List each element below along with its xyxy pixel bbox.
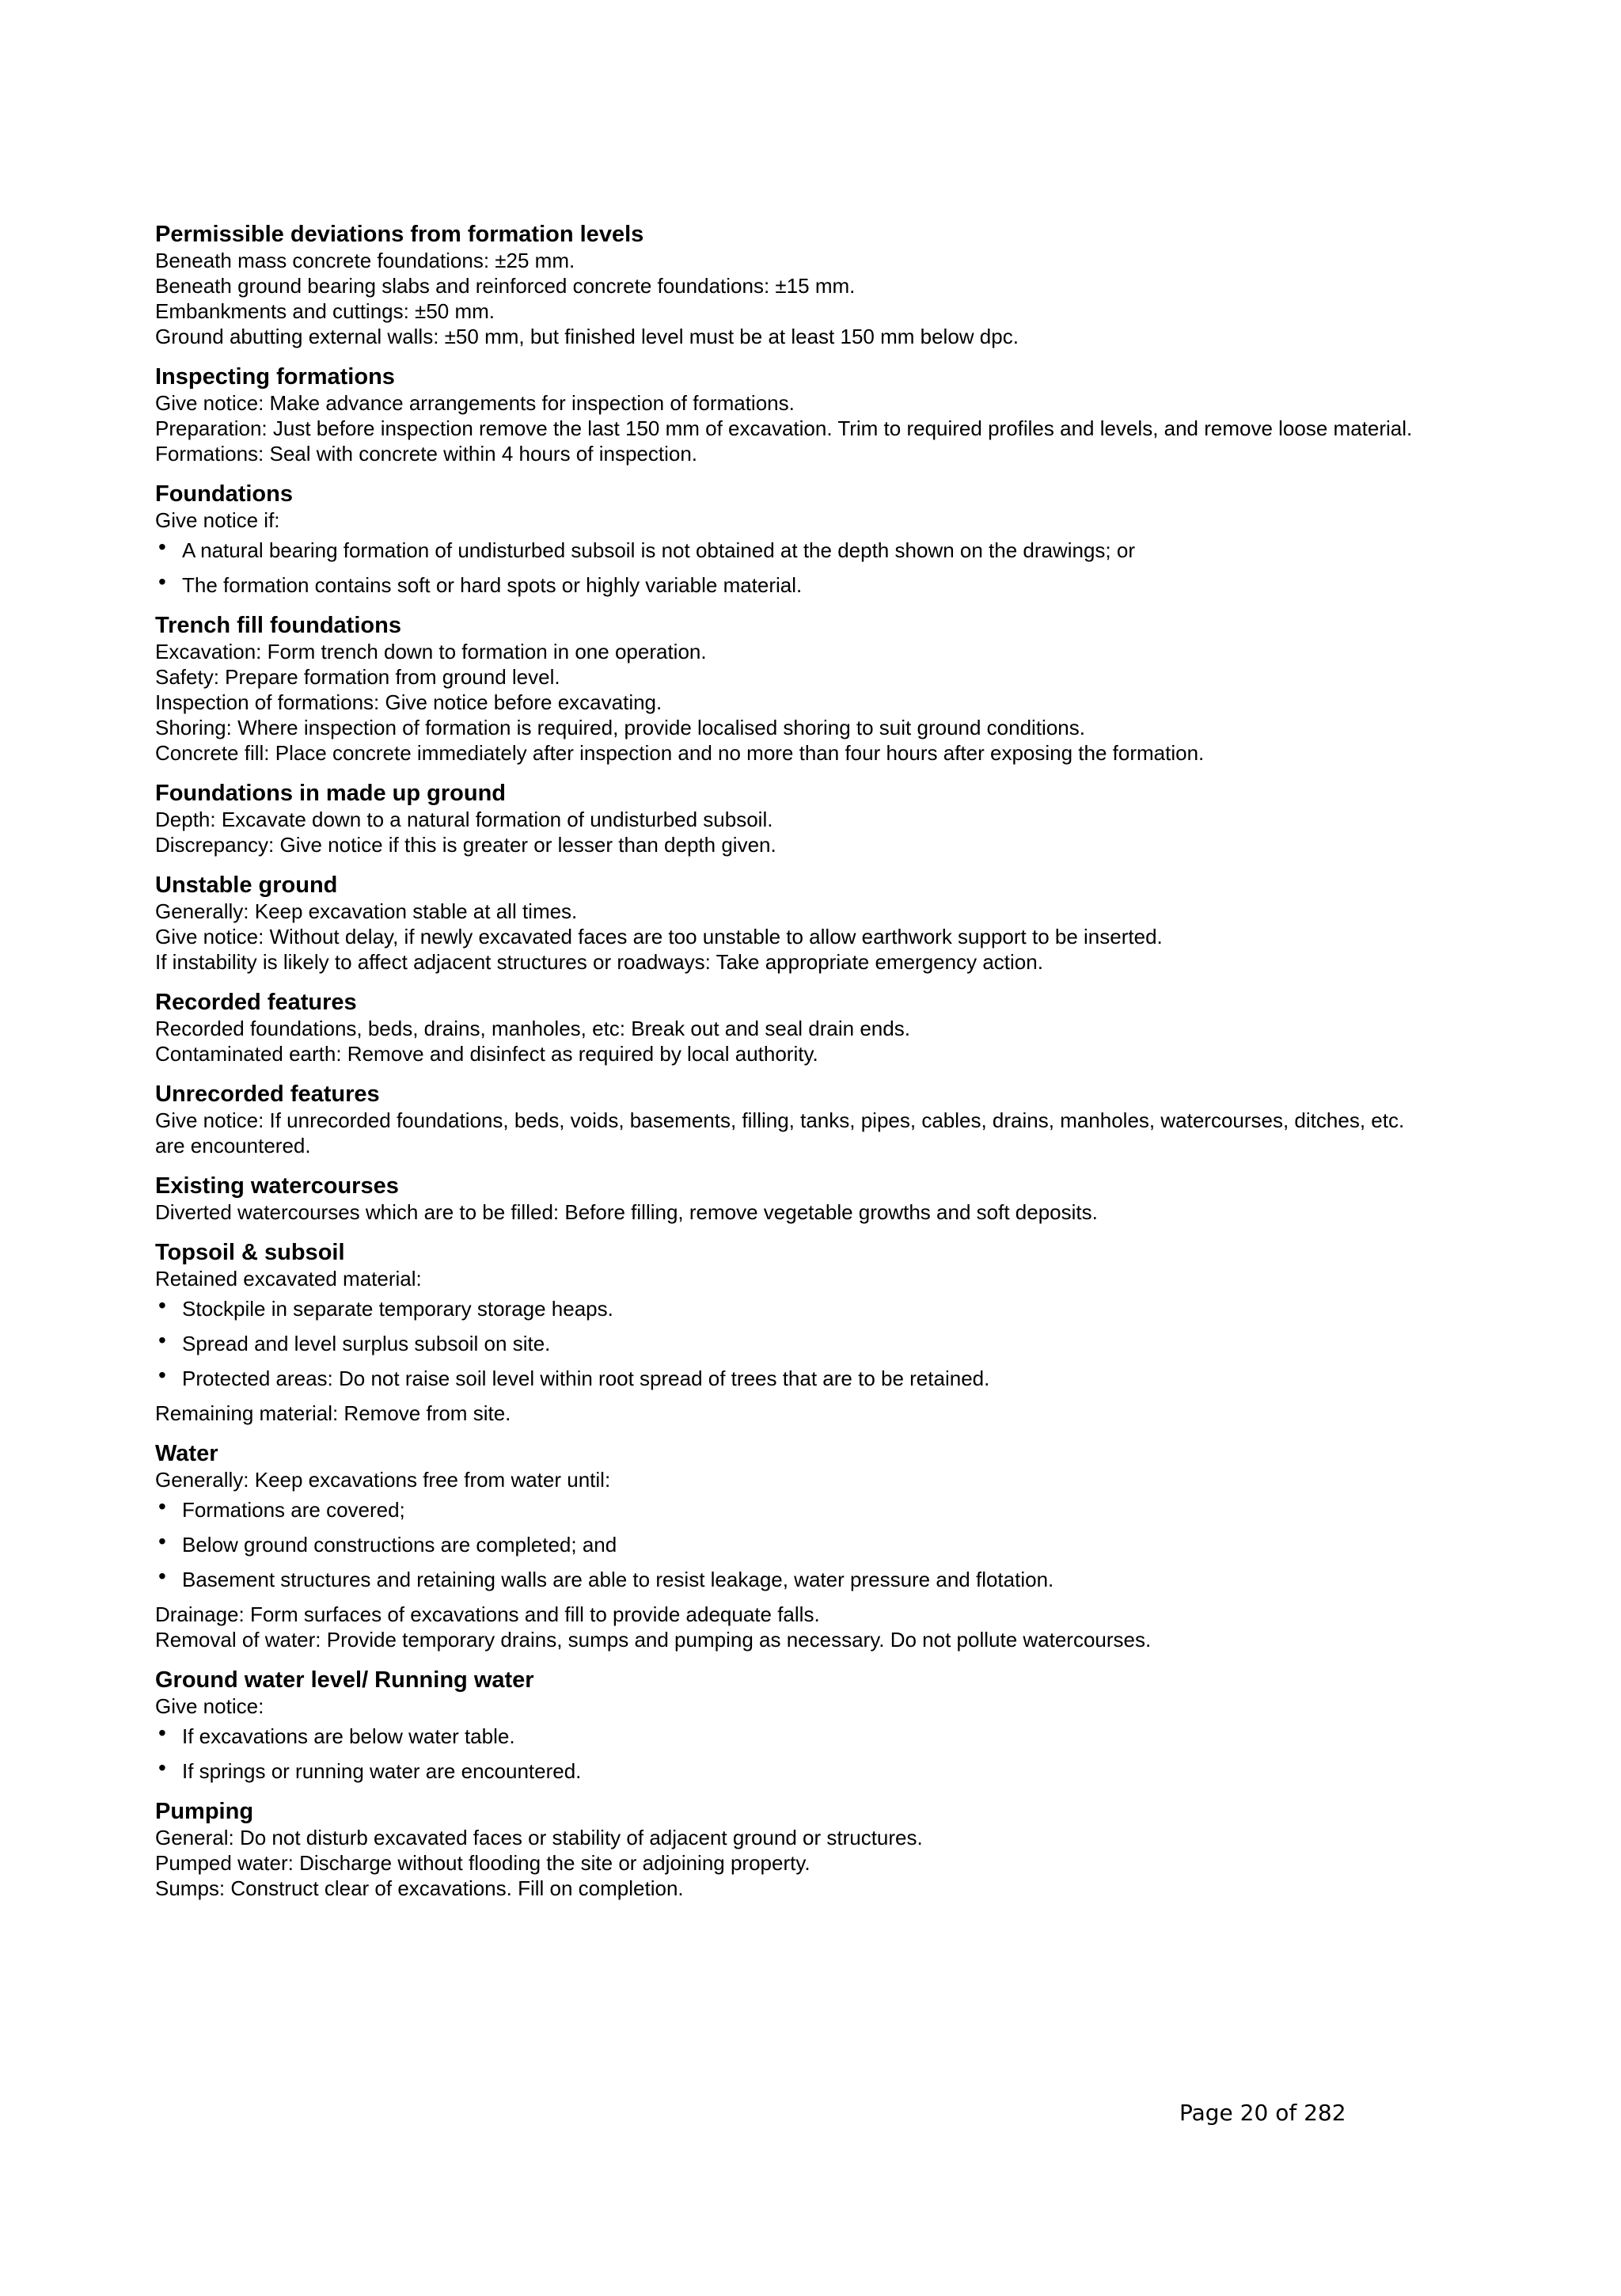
bullet-item (155, 1564, 1422, 1592)
bullet-item (155, 1293, 1422, 1321)
bullet-text: Stockpile in separate temporary storage heaps. (182, 1297, 613, 1321)
body-text: Concrete fill: Place concrete immediately after inspection and no more than four hours after exposing the formation. (155, 741, 1205, 765)
document-section (155, 1240, 1422, 1426)
bullet-icon: • (158, 1363, 166, 1387)
section-heading: Unrecorded features (155, 1081, 380, 1107)
bullet-item (155, 1529, 1422, 1557)
bullet-icon: • (158, 1720, 166, 1745)
bullet-text: Below ground constructions are completed; and (182, 1533, 617, 1557)
bullet-text: If excavations are below water table. (182, 1724, 515, 1748)
body-text: Removal of water: Provide temporary drains, sumps and pumping as necessary. Do not pollute watercourses. (155, 1628, 1152, 1652)
body-text: Inspection of formations: Give notice before excavating. (155, 690, 662, 714)
document-section (155, 1799, 1422, 1901)
document-section (155, 364, 1422, 466)
document-section (155, 1173, 1422, 1225)
body-text: Excavation: Form trench down to formation in one operation. (155, 640, 707, 663)
document-section (155, 1081, 1422, 1158)
document-section (155, 1441, 1422, 1652)
section-heading: Permissible deviations from formation levels (155, 222, 644, 247)
bullet-item (155, 1363, 1422, 1391)
document-section (155, 990, 1422, 1066)
bullet-item (155, 1755, 1422, 1784)
document-section (155, 872, 1422, 975)
document-section (155, 781, 1422, 857)
section-heading: Foundations (155, 481, 293, 507)
body-text: Sumps: Construct clear of excavations. Fill on completion. (155, 1876, 684, 1900)
section-heading: Water (155, 1441, 218, 1466)
section-heading: Topsoil & subsoil (155, 1240, 345, 1265)
section-heading: Unstable ground (155, 872, 338, 898)
body-text: Shoring: Where inspection of formation is required, provide localised shoring to suit ground conditions. (155, 716, 1085, 739)
bullet-icon: • (158, 1328, 166, 1352)
bullet-icon: • (158, 1293, 166, 1317)
section-heading: Existing watercourses (155, 1173, 399, 1199)
bullet-item (155, 569, 1422, 598)
section-heading: Recorded features (155, 990, 357, 1015)
bullet-item (155, 1494, 1422, 1522)
document-section (155, 613, 1422, 766)
body-text: Remaining material: Remove from site. (155, 1401, 511, 1425)
bullet-text: Formations are covered; (182, 1498, 405, 1522)
body-text: Generally: Keep excavations free from water until: (155, 1468, 611, 1492)
body-text: Retained excavated material: (155, 1267, 422, 1291)
body-text: Depth: Excavate down to a natural formation of undisturbed subsoil. (155, 808, 773, 831)
bullet-text: Basement structures and retaining walls are able to resist leakage, water pressure and flotation. (182, 1568, 1054, 1591)
bullet-item (155, 1328, 1422, 1356)
document-section (155, 481, 1422, 598)
body-text: Embankments and cuttings: ±50 mm. (155, 299, 495, 323)
section-heading: Foundations in made up ground (155, 781, 507, 806)
body-text: Contaminated earth: Remove and disinfect as required by local authority. (155, 1042, 818, 1066)
body-text: Drainage: Form surfaces of excavations and fill to provide adequate falls. (155, 1602, 820, 1626)
body-text: Beneath mass concrete foundations: ±25 mm. (155, 249, 575, 272)
bullet-item (155, 1720, 1422, 1749)
body-text: Generally: Keep excavation stable at all times. (155, 899, 578, 923)
body-text: Give notice: (155, 1694, 264, 1718)
bullet-icon: • (158, 569, 166, 594)
body-text: General: Do not disturb excavated faces or stability of adjacent ground or structures. (155, 1826, 923, 1849)
body-text: Discrepancy: Give notice if this is greater or lesser than depth given. (155, 833, 776, 857)
bullet-item (155, 534, 1422, 563)
bullet-text: A natural bearing formation of undisturbed subsoil is not obtained at the depth shown on the drawings; or (182, 538, 1135, 562)
body-text: If instability is likely to affect adjacent structures or roadways: Take appropriate emergency action. (155, 950, 1043, 974)
body-text: Recorded foundations, beds, drains, manholes, etc: Break out and seal drain ends. (155, 1017, 910, 1040)
section-heading: Trench fill foundations (155, 613, 401, 638)
page-number: Page 20 of 282 (1179, 2100, 1346, 2126)
body-text: Ground abutting external walls: ±50 mm, but finished level must be at least 150 mm below dpc. (155, 325, 1019, 348)
body-text: Give notice: Make advance arrangements for inspection of formations. (155, 391, 795, 415)
document-body (155, 222, 1422, 1916)
body-text: Diverted watercourses which are to be filled: Before filling, remove vegetable growths and soft deposits. (155, 1200, 1098, 1224)
section-heading: Pumping (155, 1799, 254, 1824)
bullet-icon: • (158, 1755, 166, 1780)
body-text: Give notice: If unrecorded foundations, beds, voids, basements, filling, tanks, pipes, cables, drains, manholes, watercourses, ditches, etc. are encountered. (155, 1108, 1405, 1158)
bullet-icon: • (158, 1564, 166, 1588)
body-text: Preparation: Just before inspection remove the last 150 mm of excavation. Trim to required profiles and levels, and remove loose material. (155, 416, 1413, 440)
body-text: Pumped water: Discharge without flooding the site or adjoining property. (155, 1851, 810, 1875)
document-section (155, 1667, 1422, 1784)
bullet-icon: • (158, 1529, 166, 1553)
bullet-text: If springs or running water are encountered. (182, 1759, 582, 1783)
bullet-text: Spread and level surplus subsoil on site. (182, 1332, 551, 1355)
section-heading: Inspecting formations (155, 364, 395, 390)
body-text: Give notice: Without delay, if newly excavated faces are too unstable to allow earthwork support to be inserted. (155, 925, 1163, 948)
section-heading: Ground water level/ Running water (155, 1667, 534, 1693)
bullet-text: Protected areas: Do not raise soil level within root spread of trees that are to be retained. (182, 1367, 990, 1390)
body-text: Beneath ground bearing slabs and reinforced concrete foundations: ±15 mm. (155, 274, 856, 298)
bullet-icon: • (158, 534, 166, 559)
body-text: Give notice if: (155, 508, 280, 532)
document-section (155, 222, 1422, 349)
body-text: Formations: Seal with concrete within 4 hours of inspection. (155, 442, 698, 466)
bullet-icon: • (158, 1494, 166, 1519)
body-text: Safety: Prepare formation from ground level. (155, 665, 560, 689)
bullet-text: The formation contains soft or hard spots or highly variable material. (182, 573, 803, 597)
